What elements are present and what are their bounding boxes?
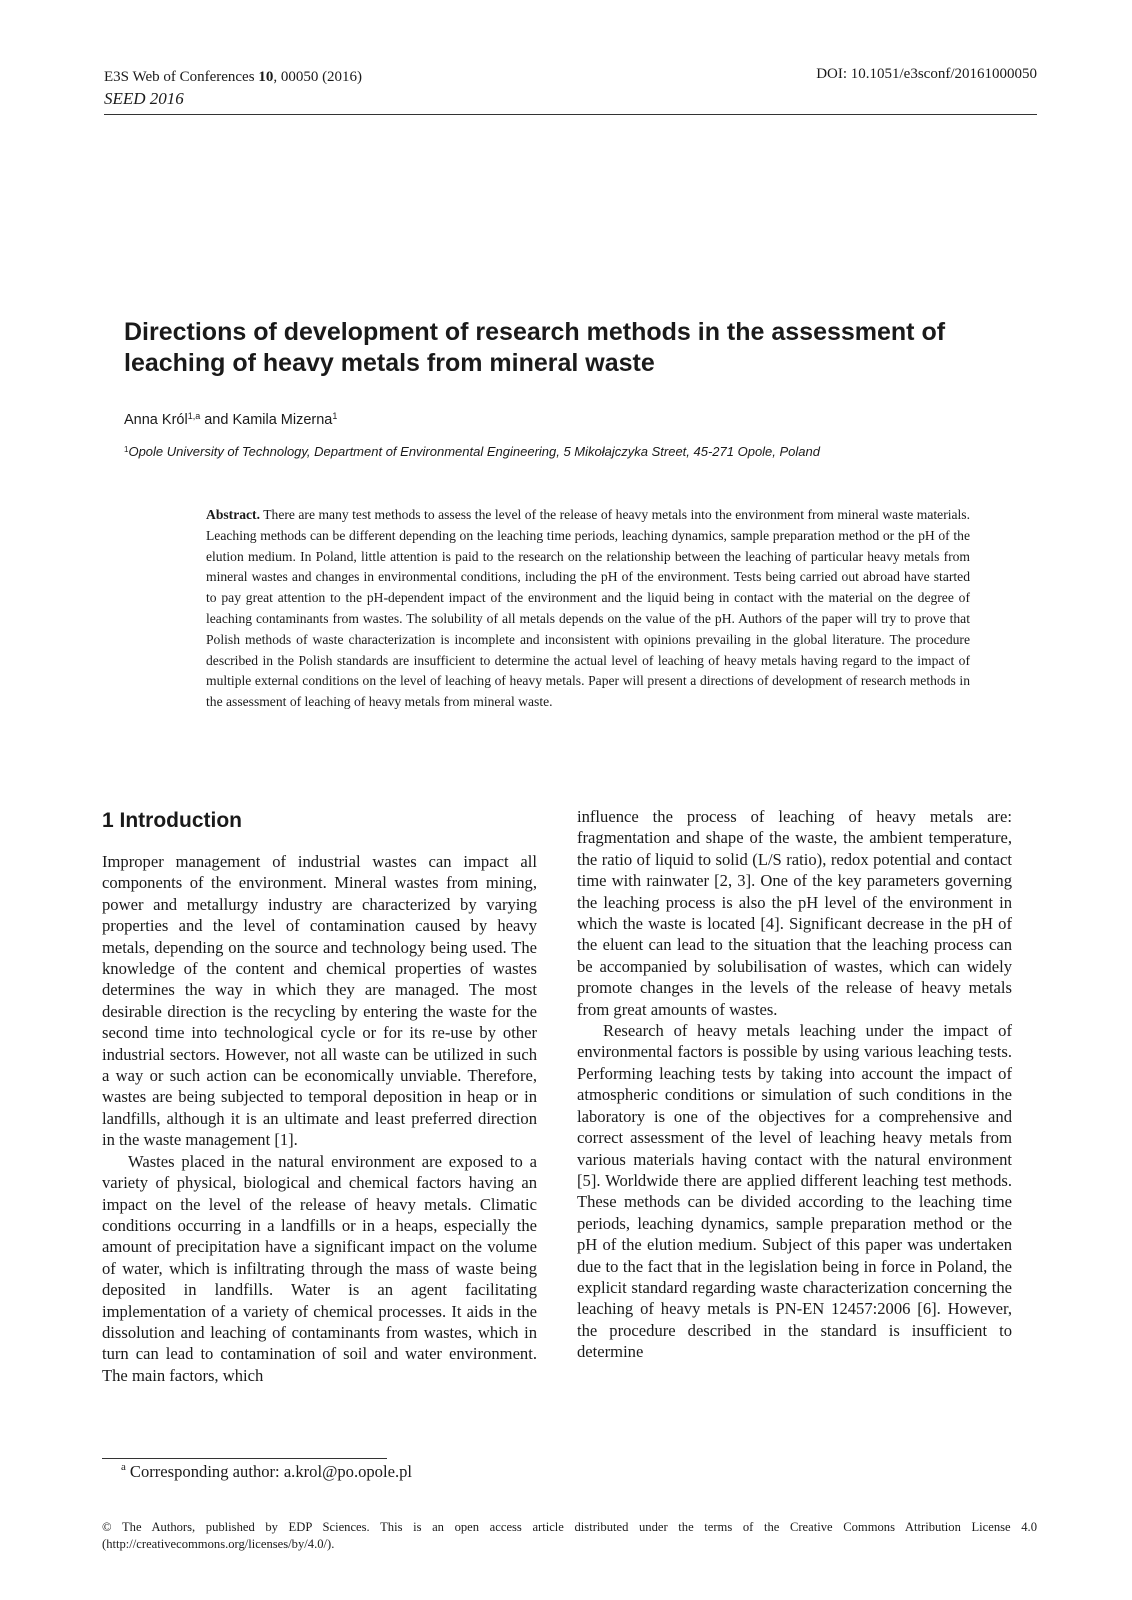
- license-notice: © The Authors, published by EDP Sciences. This is an open access article distributed under the terms of the Creative Commons Attribution License 4.0 (http://creativecommons.org/licenses/by/4.0/).: [102, 1520, 1037, 1551]
- affiliation-mark: 1: [124, 445, 129, 454]
- author-name: Kamila Mizerna: [232, 412, 333, 428]
- article-year: , 00050 (2016): [273, 69, 363, 85]
- affiliation-text: Opole University of Technology, Department of Environmental Engineering, 5 Mikołajczyka Street, 45-271 Opole, Poland: [128, 444, 820, 459]
- journal-citation: [104, 66, 362, 88]
- left-column: [102, 805, 537, 1386]
- footnote-text: Corresponding author: a.krol@po.opole.pl: [129, 1462, 413, 1481]
- header-divider: [104, 114, 1037, 115]
- right-column: [577, 806, 1012, 1363]
- abstract-text: There are many test methods to assess the level of the release of heavy metals into the environment from mineral waste materials. Leaching methods can be different depending on the leaching time periods, leaching dynamics, sample preparation method or the pH of the elution medium. In Poland, little attention is paid to the research on the relationship between the leaching of particular heavy metals from mineral wastes and changes in environmental conditions, including the pH of the environment. Tests being carried out abroad have started to pay great attention to the pH-dependent impact of the environment and the liquid being in contact with the material on the degree of leaching contaminants from wastes. The solubility of all metals depends on the value of the pH. Authors of the paper will try to prove that Polish methods of waste characterization is incomplete and inconsistent with opinions prevailing in the global literature. The procedure described in the Polish standards are insufficient to determine the actual level of leaching of heavy metals having regard to the impact of multiple external conditions on the level of leaching of heavy metals. Paper will present a directions of development of research methods in the assessment of leaching of heavy metals from mineral waste.: [206, 507, 970, 710]
- paper-title: Directions of development of research methods in the assessment of leaching of heavy metals from mineral waste: [124, 318, 946, 377]
- author-affiliation-mark: 1,a: [187, 411, 201, 421]
- author-name: Anna Król: [124, 412, 188, 428]
- conference-name: SEED 2016: [104, 89, 184, 108]
- body-paragraph: influence the process of leaching of heavy metals are: fragmentation and shape of the waste, the ambient temperature, the ratio of liquid to solid (L/S ratio), redox potential and contact time with rainwater [2, 3]. One of the key parameters governing the leaching process is also the pH level of the environment in which the waste is located [4]. Significant decrease in the pH of the eluent can lead to the situation that the leaching process can be accompanied by solubilisation of wastes, which can widely promote changes in the levels of the release of heavy metals from great amounts of wastes.: [577, 807, 1012, 1019]
- section-heading: 1 Introduction: [102, 809, 242, 832]
- body-paragraph: Improper management of industrial wastes can impact all components of the environment. Mineral wastes from mining, power and metallurgy industry are characterized by varying properties and the level of contamination caused by heavy metals, depending on the source and technology being used. The knowledge of the content and chemical properties of wastes determines the way in which they are managed. The most desirable direction is the recycling by entering the waste for the second time into technological cycle or for its re-use by other industrial sectors. However, not all waste can be utilized in such a way or such action can be economically unviable. Therefore, wastes are being subjected to temporal deposition in heap or in landfills, although it is an ultimate and least preferred direction in the waste management [1].: [102, 852, 537, 1150]
- author-affiliation-mark: 1: [332, 411, 338, 421]
- footnote-divider: [102, 1458, 387, 1459]
- abstract-label: Abstract.: [206, 507, 260, 522]
- journal-volume: 10: [258, 69, 274, 85]
- journal-name: E3S Web of Conferences: [104, 69, 255, 85]
- abstract: [206, 505, 970, 713]
- affiliation: [124, 444, 1024, 459]
- author-line: [124, 411, 337, 428]
- body-paragraph: Research of heavy metals leaching under the impact of environmental factors is possible by using various leaching tests. Performing leaching tests by taking into account the impact of atmospheric conditions or simulation of such conditions in the laboratory is one of the objectives for a comprehensive and correct assessment of the level of leaching heavy metals from various materials having contact with the natural environment [5]. Worldwide there are applied different leaching test methods. These methods can be divided according to the leaching time periods, leaching dynamics, sample preparation method or the pH of the elution medium. Subject of this paper was undertaken due to the fact that in the legislation being in force in Poland, the explicit standard regarding waste characterization concerning the leaching of heavy metals is PN-EN 12457:2006 [6]. However, the procedure described in the standard is insufficient to determine: [577, 1021, 1012, 1362]
- doi-link[interactable]: DOI: 10.1051/e3sconf/20161000050: [816, 66, 1037, 82]
- footnote: [121, 1461, 412, 1482]
- author-joiner: and: [200, 412, 233, 428]
- footnote-mark: a: [121, 1461, 126, 1473]
- running-header: [104, 66, 362, 110]
- body-paragraph: Wastes placed in the natural environment are exposed to a variety of physical, biological and chemical factors having an impact on the level of the release of heavy metals. Climatic conditions occurring in a landfills or in a heaps, especially the amount of precipitation have a significant impact on the volume of water, which is infiltrating through the mass of waste being deposited in landfills. Water is an agent facilitating implementation of a variety of chemical processes. It aids in the dissolution and leaching of contaminants from wastes, which in turn can lead to contamination of soil and water environment. The main factors, which: [102, 1151, 537, 1385]
